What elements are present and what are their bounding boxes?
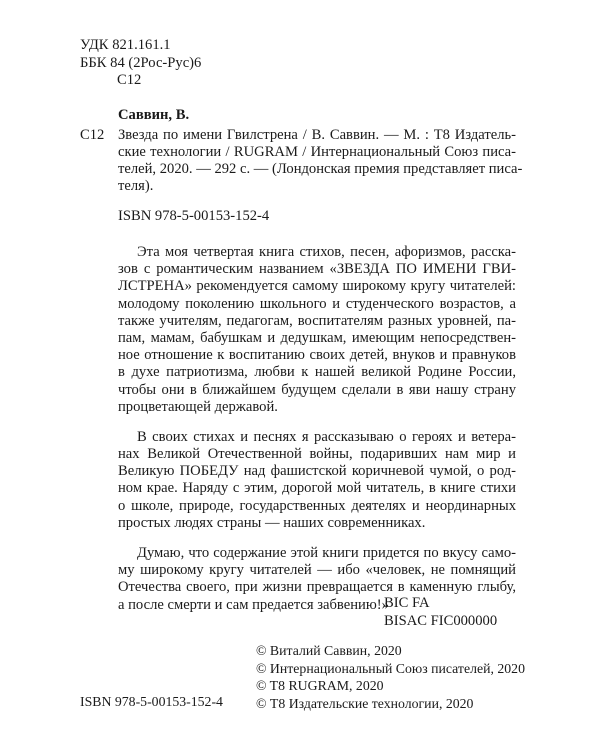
copyright-line: © Т8 Издательские технологии, 2020 <box>256 695 474 711</box>
annotation <box>118 244 516 614</box>
isbn-top: ISBN 978-5-00153-152-4 <box>118 208 270 224</box>
annotation-line: зов с романтическим названием «ЗВЕЗДА ПО ИМЕНИ ГВИ- <box>118 261 516 278</box>
annotation-line: чтобы они в ближайшем будущем сделали в яви нашу страну <box>118 381 516 398</box>
catalog-indices <box>80 37 201 90</box>
annotation-line: нах Великой Отечественной войны, подаривших нам мир и <box>118 446 516 463</box>
biblio-line: ские технологии / RUGRAM / Интернациональный Союз писа- <box>118 144 516 160</box>
annotation-line: Эта моя четвертая книга стихов, песен, афоризмов, расска- <box>137 244 516 260</box>
bisac-code: BISAC FIC000000 <box>384 613 498 629</box>
annotation-line: В своих стихах и песнях я рассказываю о героях и ветера- <box>137 428 516 445</box>
annotation-line: молодому поколению школьного и студенческого возрастов, а <box>118 295 516 312</box>
classification-codes <box>384 595 497 631</box>
copyright-line: © T8 RUGRAM, 2020 <box>256 678 384 694</box>
bic-code: BIC FA <box>384 595 430 611</box>
annotation-line: ЛСТРЕНА» рекомендуется самому широкому кругу читателей: <box>118 278 516 295</box>
bibliographic-description <box>118 127 523 195</box>
copyright-block <box>256 642 525 712</box>
annotation-line: пам, мамам, бабушкам и дедушкам, имеющим непосредствен- <box>118 329 516 346</box>
annotation-line: ном крае. Наряду с этим, дорогой мой читатель, в книге стихи <box>118 480 516 497</box>
bbk-index: ББК 84 (2Рос-Рус)6 <box>80 54 202 71</box>
annotation-line: о школе, природе, государственных деятелях и неординарных <box>118 497 516 514</box>
copyright-line: © Интернациональный Союз писателей, 2020 <box>256 660 525 676</box>
copyright-line: © Виталий Саввин, 2020 <box>256 643 402 658</box>
annotation-line: Думаю, что содержание этой книги придется по вкусу само- <box>137 545 516 561</box>
biblio-line: теля). <box>118 178 154 194</box>
catalog-code: С12 <box>80 127 105 143</box>
annotation-line: а после смерти и сам предается забвению!» <box>118 596 389 613</box>
author-heading: Саввин, В. <box>118 107 190 123</box>
biblio-line: Звезда по имени Гвилстрена / В. Саввин. — М. : Т8 Издатель- <box>118 127 516 143</box>
udk-index: УДК 821.161.1 <box>80 37 171 53</box>
annotation-line: ное отношение к воспитанию своих детей, внуков и правнуков <box>118 347 516 364</box>
biblio-line: телей, 2020. — 292 с. — (Лондонская премия представляет писа- <box>118 161 523 177</box>
author-mark: С12 <box>117 72 142 88</box>
annotation-line: в духе патриотизма, любви к нашей великой Родине России, <box>118 364 516 381</box>
annotation-line: Великую ПОБЕДУ над фашистской коричневой чумой, о род- <box>118 463 516 480</box>
annotation-line: простых людях страны — наших современниках. <box>118 514 426 531</box>
annotation-line: Отечества своего, при жизни превращается в каменную глыбу, <box>118 579 516 596</box>
annotation-line: процветающей державой. <box>118 398 278 415</box>
annotation-line: му широкому кругу читателей — ибо «человек, не помнящий <box>118 562 516 579</box>
isbn-bottom: ISBN 978-5-00153-152-4 <box>80 694 223 709</box>
annotation-line: также учителям, педагогам, воспитателям разных уровней, па- <box>118 312 516 329</box>
